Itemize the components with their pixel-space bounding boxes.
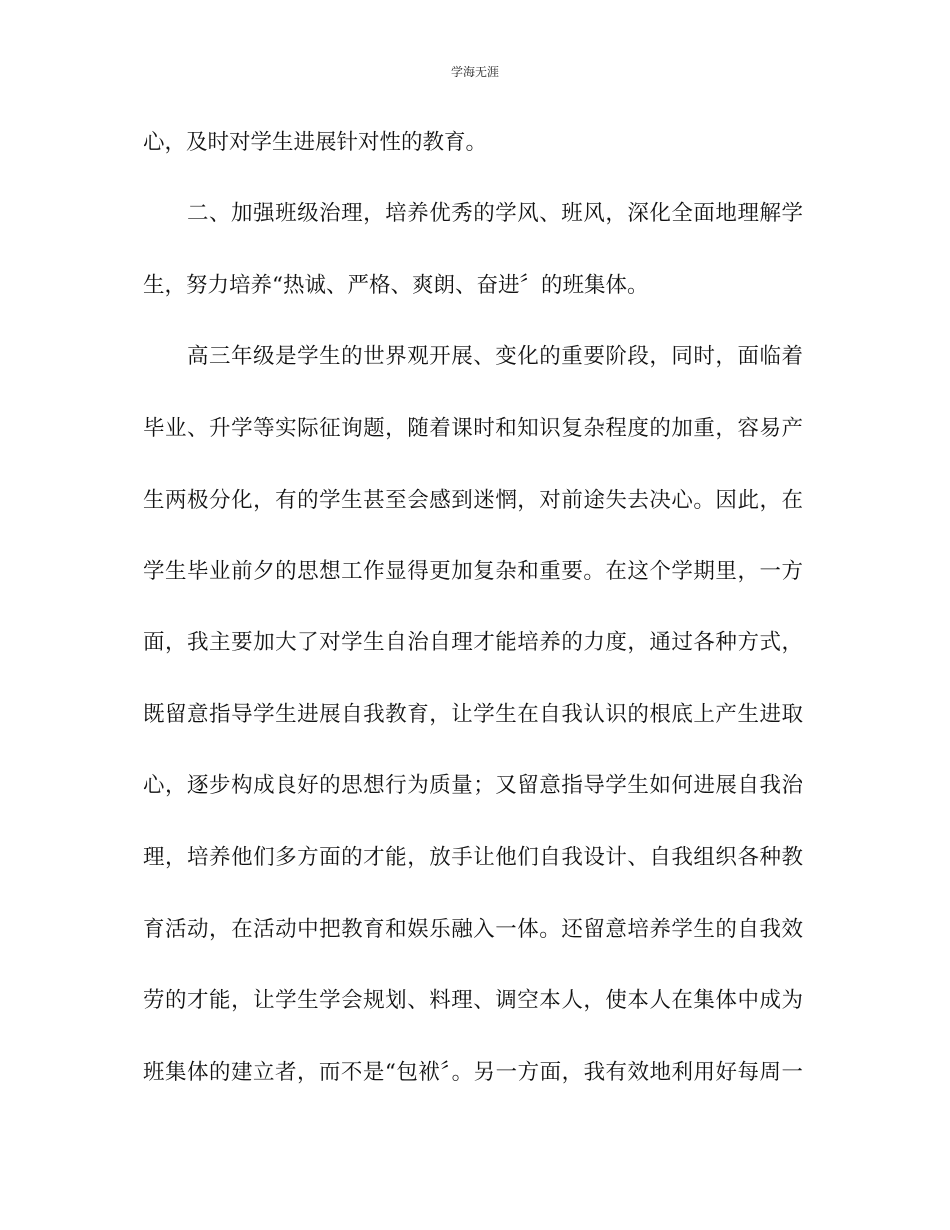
text-line: 毕业、升学等实际征询题，随着课时和知识复杂程度的加重，容易产: [143, 416, 803, 441]
text-line: 心，逐步构成良好的思想行为质量；又留意指导学生如何进展自我治: [143, 773, 803, 798]
page-header: 学海无涯: [450, 65, 499, 79]
text-line: 既留意指导学生进展自我教育，让学生在自我认识的根底上产生进取: [143, 702, 803, 727]
text-line: 学生毕业前夕的思想工作显得更加复杂和重要。在这个学期里，一方: [143, 559, 803, 584]
text-line: 劳的才能，让学生学会规划、料理、调空本人，使本人在集体中成为: [143, 988, 803, 1013]
text-line: 理，培养他们多方面的才能，放手让他们自我设计、自我组织各种教: [143, 845, 803, 870]
text-line: 生，努力培养“热诚、严格、爽朗、奋进〞的班集体。: [143, 273, 649, 298]
text-line: 班集体的建立者，而不是“包袱〞。另一方面，我有效地利用好每周一: [143, 1060, 803, 1085]
paragraph-start-line: 二、加强班级治理，培养优秀的学风、班风，深化全面地理解学: [187, 201, 803, 226]
text-line: 育活动，在活动中把教育和娱乐融入一体。还留意培养学生的自我效: [143, 917, 803, 942]
text-line: 生两极分化，有的学生甚至会感到迷惘，对前途失去决心。因此，在: [143, 488, 803, 513]
text-line: 面，我主要加大了对学生自治自理才能培养的力度，通过各种方式，: [143, 630, 803, 655]
paragraph-start-line: 高三年级是学生的世界观开展、变化的重要阶段，同时，面临着: [187, 344, 803, 369]
text-line: 心，及时对学生进展针对性的教育。: [143, 130, 488, 155]
